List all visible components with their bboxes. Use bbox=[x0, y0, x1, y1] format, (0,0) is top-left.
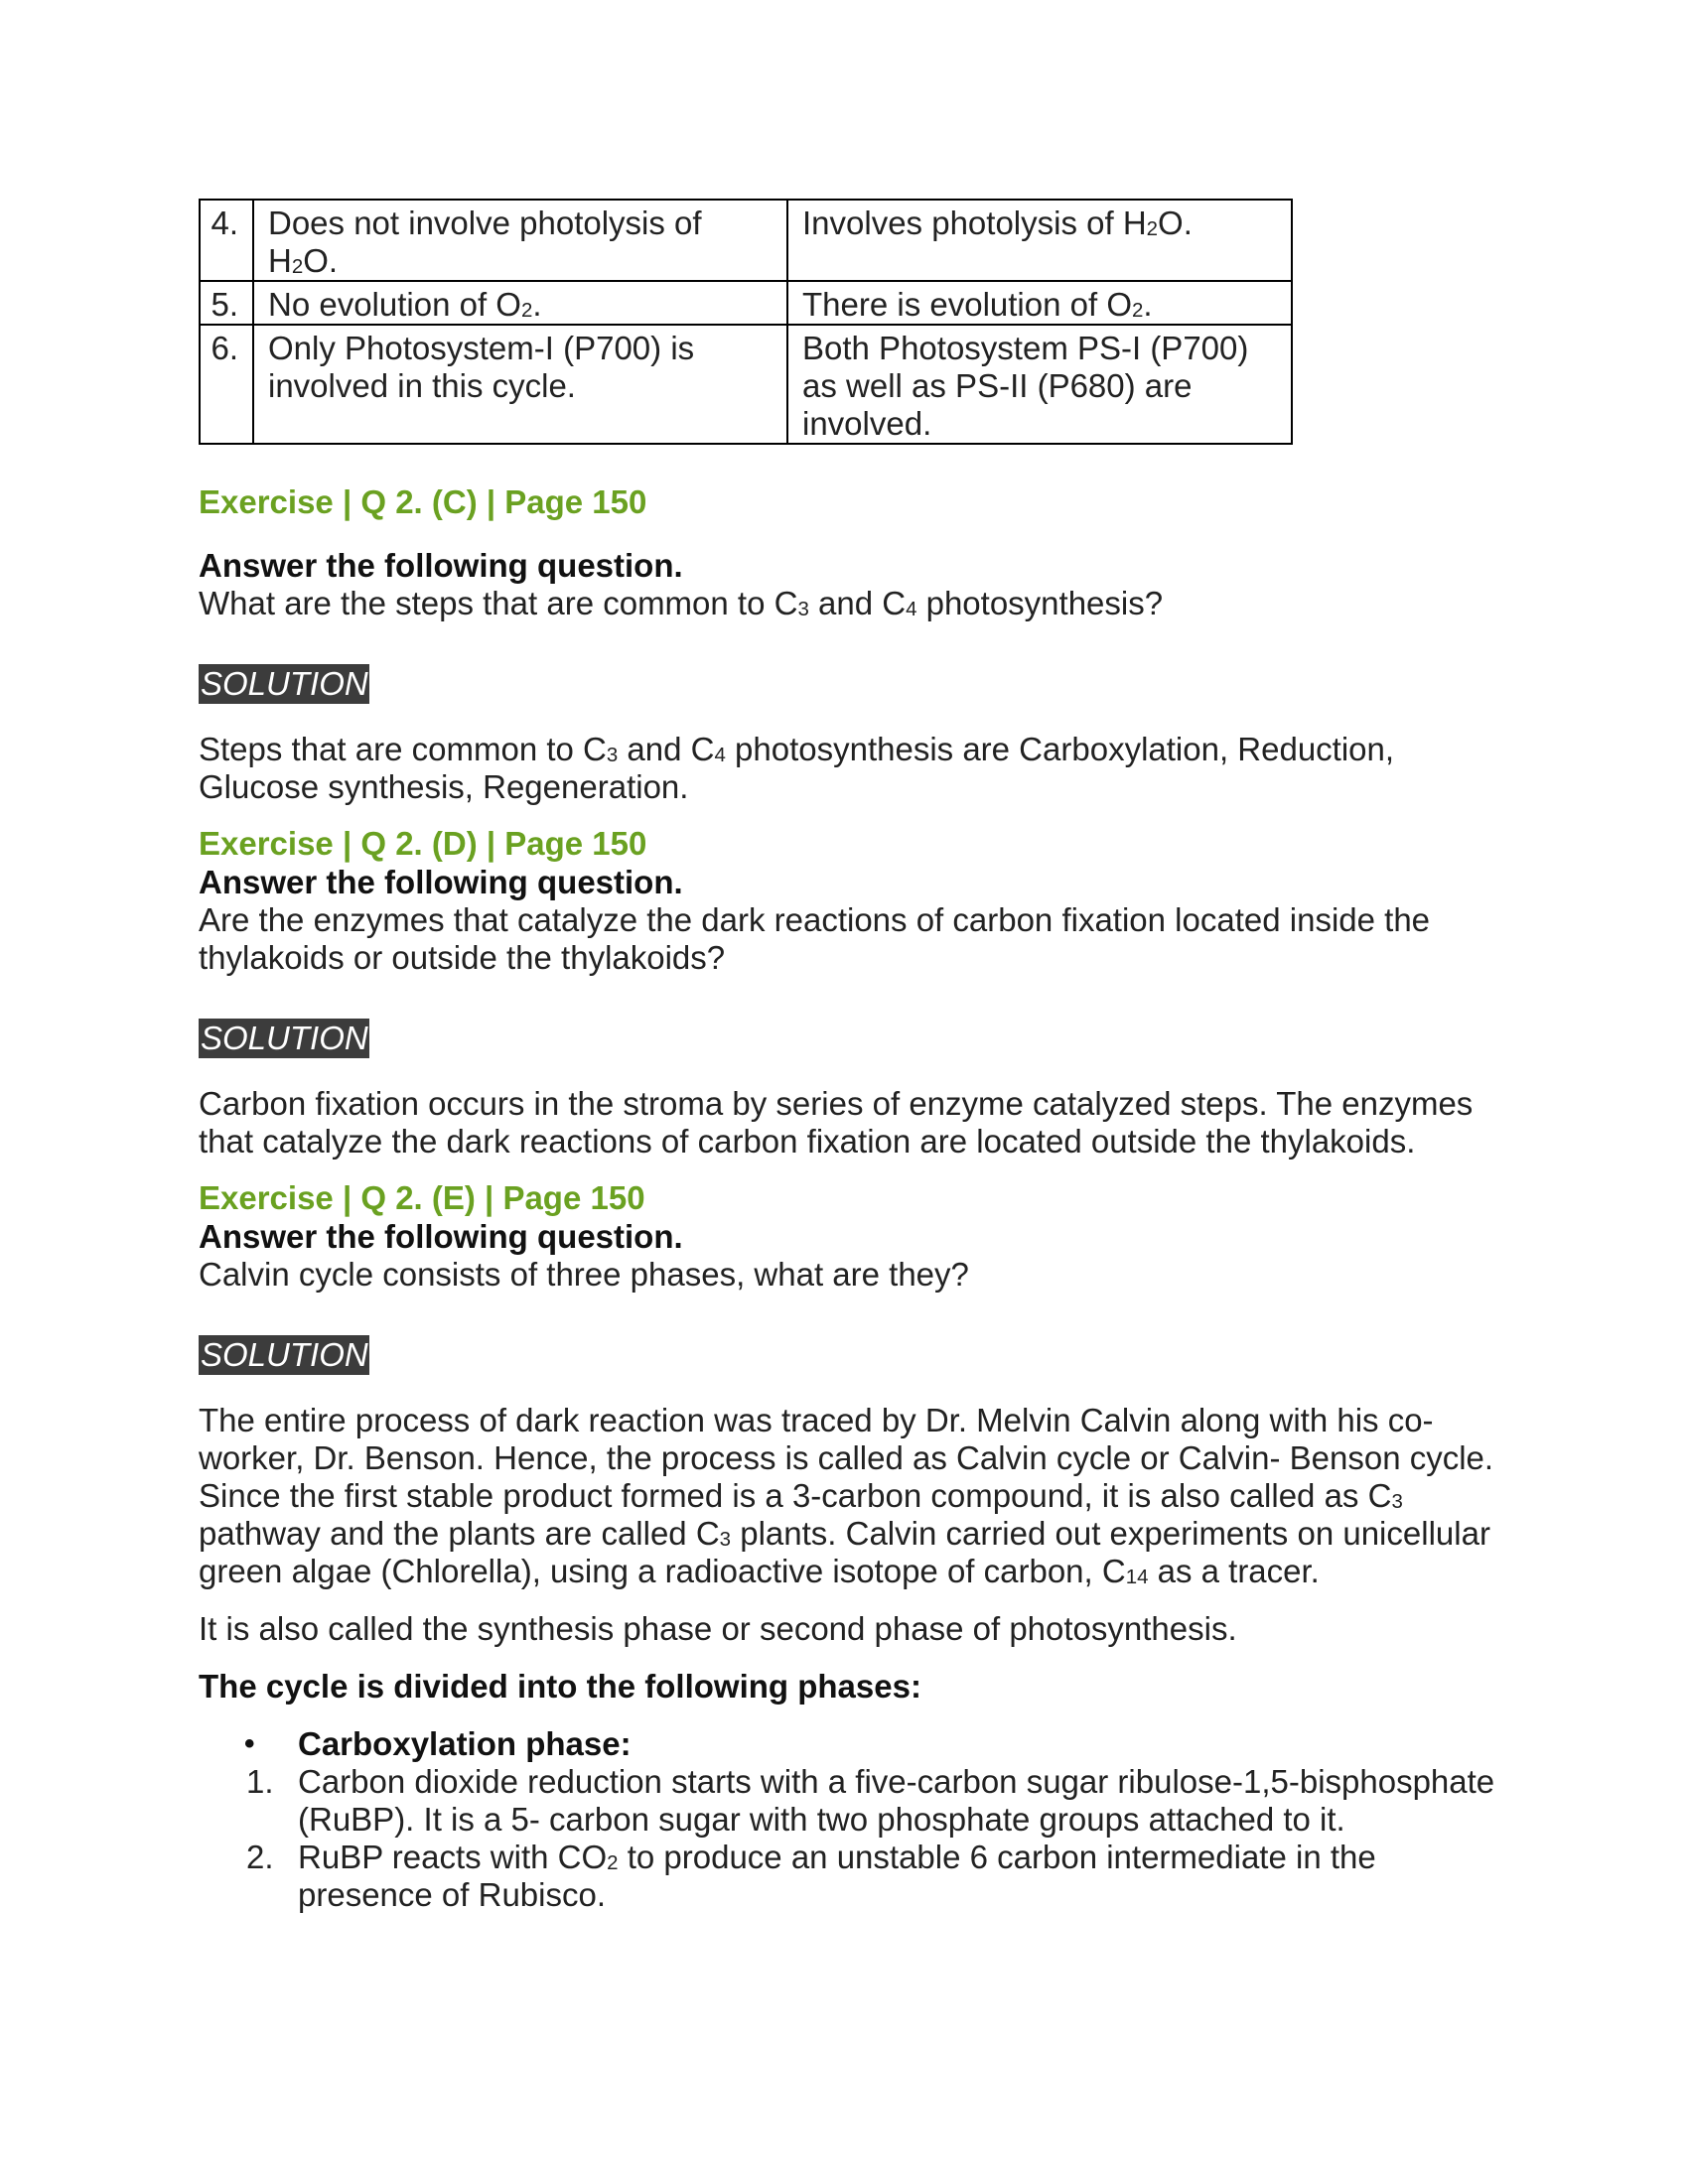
noncyclic-cell: Involves photolysis of $H_2O$. bbox=[787, 200, 1292, 281]
list-item bbox=[199, 1839, 1499, 1914]
solution-label-c: SOLUTION bbox=[201, 665, 368, 702]
noncyclic-cell: There is evolution of $O_2$. bbox=[787, 281, 1292, 325]
list-number: 1. bbox=[246, 1763, 274, 1800]
list-text: RuBP reacts with $CO_2$ to produce an unstable 6 carbon intermediate in the presence of Rubisco. bbox=[298, 1839, 1376, 1913]
solution-label-e: SOLUTION bbox=[201, 1336, 368, 1373]
exercise-heading-e: Exercise | Q 2. (E) | Page 150 bbox=[199, 1179, 645, 1216]
cyclic-cell: No evolution of $O_2$. bbox=[253, 281, 787, 325]
question-text-e: Calvin cycle consists of three phases, what are they? bbox=[199, 1256, 969, 1293]
question-prompt-e: Answer the following question. bbox=[199, 1218, 683, 1255]
solution-text-e-2: It is also called the synthesis phase or second phase of photosynthesis. bbox=[199, 1610, 1237, 1647]
solution-text-c: Steps that are common to $C_3$ and $C_4$ photosynthesis are Carboxylation, Reduction, Glucose synthesis, Regeneration. bbox=[199, 731, 1395, 805]
question-prompt-d: Answer the following question. bbox=[199, 864, 683, 900]
solution-text-d: Carbon fixation occurs in the stroma by series of enzyme catalyzed steps. The enzymes that catalyze the dark reactions of carbon fixation are located outside the thylakoids. bbox=[199, 1085, 1474, 1160]
exercise-heading-d: Exercise | Q 2. (D) | Page 150 bbox=[199, 825, 647, 862]
question-text-d: Are the enzymes that catalyze the dark reactions of carbon fixation located inside the thylakoids or outside the thylakoids? bbox=[199, 901, 1431, 976]
question-prompt-c: Answer the following question. bbox=[199, 547, 683, 584]
list-item bbox=[199, 1725, 1499, 1763]
table-row bbox=[200, 281, 1292, 325]
solution-label-d: SOLUTION bbox=[201, 1020, 368, 1056]
document-page bbox=[199, 199, 1499, 1914]
phases-list bbox=[199, 1725, 1499, 1914]
solution-text-e: The entire process of dark reaction was traced by Dr. Melvin Calvin along with his co-worker, Dr. Benson. Hence, the process is called as Calvin cycle or Calvin- Benson cycle. Since the first stable product formed is a 3-carbon compound, it is also called as $C_3$ pathway and the plants are called $C_3$ plants. Calvin carried out experiments on unicellular green algae (Chlorella), using a radioactive isotope of carbon, $C_{14}$ as a tracer. bbox=[199, 1402, 1494, 1589]
cyclic-cell: Does not involve photolysis of $H_2O$. bbox=[253, 200, 787, 281]
exercise-heading-c: Exercise | Q 2. (C) | Page 150 bbox=[199, 483, 647, 520]
phases-intro: The cycle is divided into the following phases: bbox=[199, 1668, 921, 1705]
list-item bbox=[199, 1763, 1499, 1839]
list-text: Carbon dioxide reduction starts with a five-carbon sugar ribulose-1,5-bisphosphate (RuBP). It is a 5- carbon sugar with two phosphate groups attached to it. bbox=[298, 1763, 1495, 1838]
row-number: 4. bbox=[200, 200, 253, 281]
list-number: 2. bbox=[246, 1839, 274, 1875]
comparison-table bbox=[199, 199, 1293, 445]
bullet-marker: • bbox=[244, 1727, 255, 1760]
table-row bbox=[200, 325, 1292, 444]
noncyclic-cell: Both Photosystem PS-I (P700) as well as PS-II (P680) are involved. bbox=[787, 325, 1292, 444]
cyclic-cell: Only Photosystem-I (P700) is involved in this cycle. bbox=[253, 325, 787, 444]
row-number: 6. bbox=[200, 325, 253, 444]
table-row bbox=[200, 200, 1292, 281]
question-text-c: What are the steps that are common to $C_3$ and $C_4$ photosynthesis? bbox=[199, 585, 1164, 621]
row-number: 5. bbox=[200, 281, 253, 325]
phase-label: Carboxylation phase: bbox=[298, 1725, 632, 1762]
